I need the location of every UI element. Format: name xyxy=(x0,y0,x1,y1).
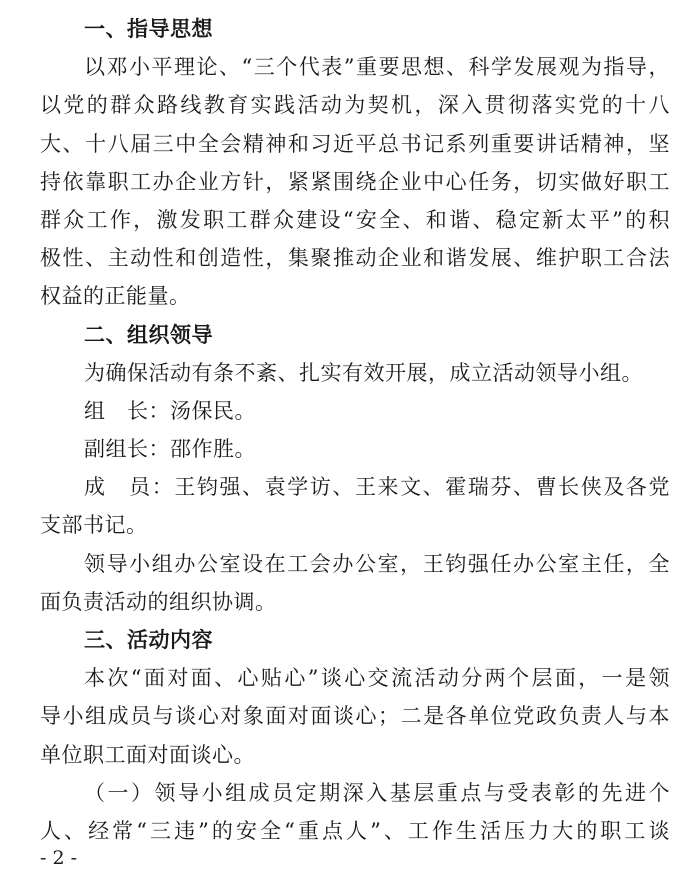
paragraph-line: （一）领导小组成员定期深入基层重点与受表彰的先进个 xyxy=(84,781,670,805)
members-line: 支部书记。 xyxy=(40,513,148,537)
members-line: 成 员：王钧强、袁学访、王来文、霍瑞芬、曹长侠及各党 xyxy=(84,475,670,499)
paragraph-line: 单位职工面对面谈心。 xyxy=(40,743,255,767)
paragraph-line: 本次“面对面、心贴心”谈心交流活动分两个层面，一是领 xyxy=(84,666,670,690)
section-heading-guiding-ideology: 一、指导思想 xyxy=(84,17,213,41)
leader-line: 组 长：汤保民。 xyxy=(84,399,256,423)
paragraph-line: 权益的正能量。 xyxy=(40,284,191,308)
paragraph-line: 以党的群众路线教育实践活动为契机，深入贯彻落实党的十八 xyxy=(40,93,670,117)
section-heading-activity-content: 三、活动内容 xyxy=(84,628,213,652)
paragraph-line: 大、十八届三中全会精神和习近平总书记系列重要讲话精神，坚 xyxy=(40,132,670,156)
paragraph-line: 持依靠职工办企业方针，紧紧围绕企业中心任务，切实做好职工 xyxy=(40,170,670,194)
paragraph-line: 为确保活动有条不紊、扎实有效开展，成立活动领导小组。 xyxy=(84,361,643,385)
paragraph-line: 领导小组办公室设在工会办公室，王钧强任办公室主任，全 xyxy=(84,552,670,576)
paragraph-line: 群众工作，激发职工群众建设“安全、和谐、稳定新太平”的积 xyxy=(40,208,670,232)
page-number: - 2 - xyxy=(40,847,78,869)
paragraph-line: 以邓小平理论、“三个代表”重要思想、科学发展观为指导， xyxy=(84,55,670,79)
paragraph-line: 极性、主动性和创造性，集聚推动企业和谐发展、维护职工合法 xyxy=(40,246,670,270)
section-heading-organization: 二、组织领导 xyxy=(84,323,213,347)
paragraph-line: 导小组成员与谈心对象面对面谈心；二是各单位党政负责人与本 xyxy=(40,704,670,728)
deputy-leader-line: 副组长：邵作胜。 xyxy=(84,437,256,461)
paragraph-line: 人、经常“三违”的安全“重点人”、工作生活压力大的职工谈 xyxy=(40,819,670,843)
paragraph-line: 面负责活动的组织协调。 xyxy=(40,590,277,614)
